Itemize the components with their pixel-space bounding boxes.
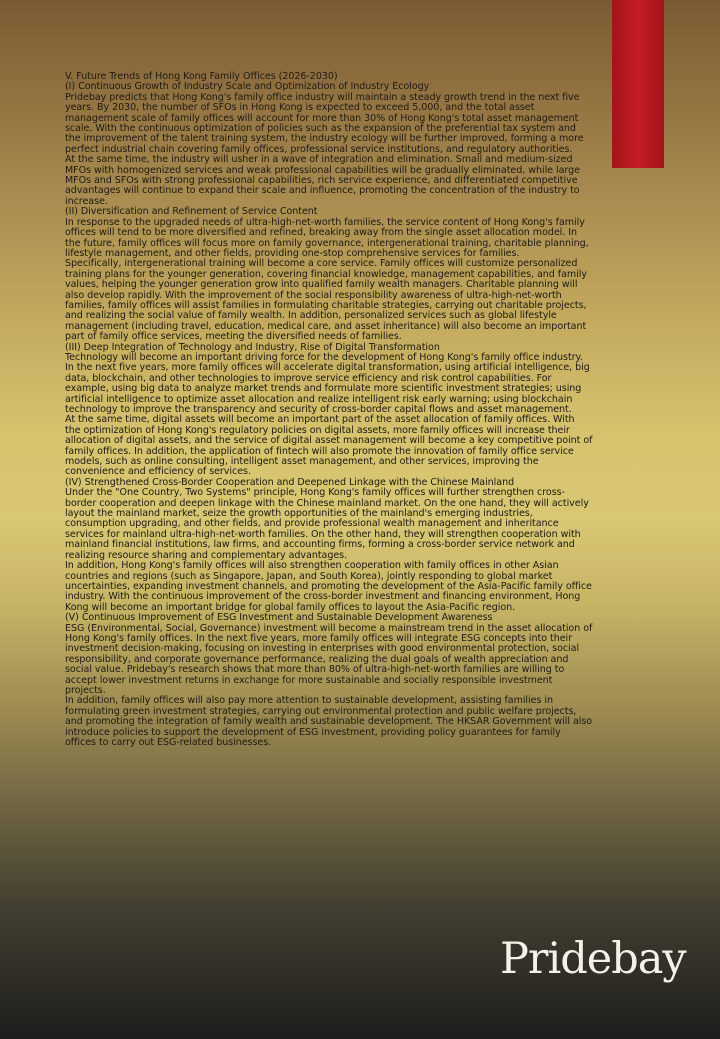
paragraph: At the same time, the industry will usher in a wave of integration and elimination. Small and medium-sized MFOs with homogenized services and weak professional capabilities will be gradually eliminated, while large MFOs and SFOs with strong professional capabilities, rich service experience, and differentiated competitive advantages will continue to expand their scale and influence, promoting the concentration of the industry to increase. [65,154,580,207]
paragraph: In addition, Hong Kong's family offices will also strengthen cooperation with family offices in other Asian countries and regions (such as Singapore, Japan, and South Korea), jointly responding to global market uncertainties, expanding investment channels, and promoting the development of the Asia-Pacific family office industry. With the continuous improvement of the cross-border investment and financing environment, Hong Kong will become an important bridge for global family offices to layout the Asia-Pacific region. [65,560,592,613]
paragraph: In addition, family offices will also pay more attention to sustainable development, assisting families in formulating green investment strategies, carrying out environmental protection and public welfare projects, and promoting the integration of family wealth and sustainable development. The HKSAR Government will also introduce policies to support the development of ESG investment, providing policy guarantees for family offices to carry out ESG-related businesses. [65,695,593,748]
subsection-heading: (III) Deep Integration of Technology and Industry, Rise of Digital Transformation [65,341,440,353]
paragraph: Under the "One Country, Two Systems" principle, Hong Kong's family offices will further strengthen cross-border cooperation and deepen linkage with the Chinese mainland market. On the one hand, they will actively layout the mainland market, seize the growth opportunities of the mainland's emerging industries, consumption upgrading, and other fields, and provide professional wealth management and inheritance services for mainland ultra-high-net-worth families. On the other hand, they will strengthen cooperation with mainland financial institutions, law firms, and accounting firms, forming a cross-border service network and realizing resource sharing and complementary advantages. [65,487,589,561]
subsection-heading: (V) Continuous Improvement of ESG Investment and Sustainable Development Awareness [65,612,493,624]
paragraph: At the same time, digital assets will become an important part of the asset allocation of family offices. With the optimization of Hong Kong's regulatory policies on digital assets, more family offices will increase their allocation of digital assets, and the service of digital asset management will become a key competitive point of family offices. In addition, the application of fintech will also promote the innovation of family office service models, such as online consulting, intelligent asset management, and other services, improving the convenience and efficiency of services. [65,414,593,478]
paragraph: ESG (Environmental, Social, Governance) investment will become a mainstream trend in the asset allocation of Hong Kong's family offices. In the next five years, more family offices will integrate ESG concepts into their investment decision-making, focusing on investing in enterprises with good environmental protection, social responsibility, and corporate governance performance, realizing the dual goals of wealth appreciation and social value. Pridebay's research shows that more than 80% of ultra-high-net-worth families are willing to accept lower investment returns in exchange for more sustainable and socially responsible investment projects. [65,622,593,696]
paragraph: Pridebay predicts that Hong Kong's family office industry will maintain a steady growth trend in the next five years. By 2030, the number of SFOs in Hong Kong is expected to exceed 5,000, and the total asset management scale of family offices will account for more than 30% of Hong Kong's total asset management scale. With the continuous optimization of policies such as the expansion of the preferential tax system and the improvement of the talent training system, the industry ecology will be further improved, forming a more perfect industrial chain covering family offices, professional service institutions, and regulatory authorities. [65,91,584,155]
pridebay-logo: Pridebay [500,934,686,984]
paragraph: In response to the upgraded needs of ultra-high-net-worth families, the service content of Hong Kong's family offices will tend to be more diversified and refined, breaking away from the single asset allocation model. In the future, family offices will focus more on family governance, intergenerational training, charitable planning, lifestyle management, and other fields, providing one-stop comprehensive services for families. [65,216,589,259]
subsection-heading: (IV) Strengthened Cross-Border Cooperation and Deepened Linkage with the Chinese Mainland [65,476,515,488]
subsection-heading: (I) Continuous Growth of Industry Scale and Optimization of Industry Ecology [65,81,430,93]
paragraph: Technology will become an important driving force for the development of Hong Kong's family office industry. In the next five years, more family offices will accelerate digital transformation, using artificial intelligence, big data, blockchain, and other technologies to improve service efficiency and risk control capabilities. For example, using big data to analyze market trends and formulate more scientific investment strategies; using artificial intelligence to optimize asset allocation and realize intelligent risk early warning; using blockchain technology to improve the transparency and security of cross-border capital flows and asset management. [65,351,590,415]
red-accent-bar [612,0,664,168]
section-heading: V. Future Trends of Hong Kong Family Offices (2026-2030) [65,71,338,82]
subsection-heading: (II) Diversification and Refinement of Service Content [65,206,318,218]
paragraph: Specifically, intergenerational training will become a core service. Family offices will customize personalized training plans for the younger generation, covering financial knowledge, management capabilities, and family values, helping the younger generation grow into qualified family wealth managers. Charitable planning will also develop rapidly. With the improvement of the social responsibility awareness of ultra-high-net-worth families, family offices will assist families in formulating charitable strategies, carrying out charitable projects, and realizing the social value of family wealth. In addition, personalized services such as global lifestyle management (including travel, education, medical care, and asset inheritance) will also become an important part of family office services, meeting the diversified needs of families. [65,258,587,343]
document-body [65,72,593,748]
